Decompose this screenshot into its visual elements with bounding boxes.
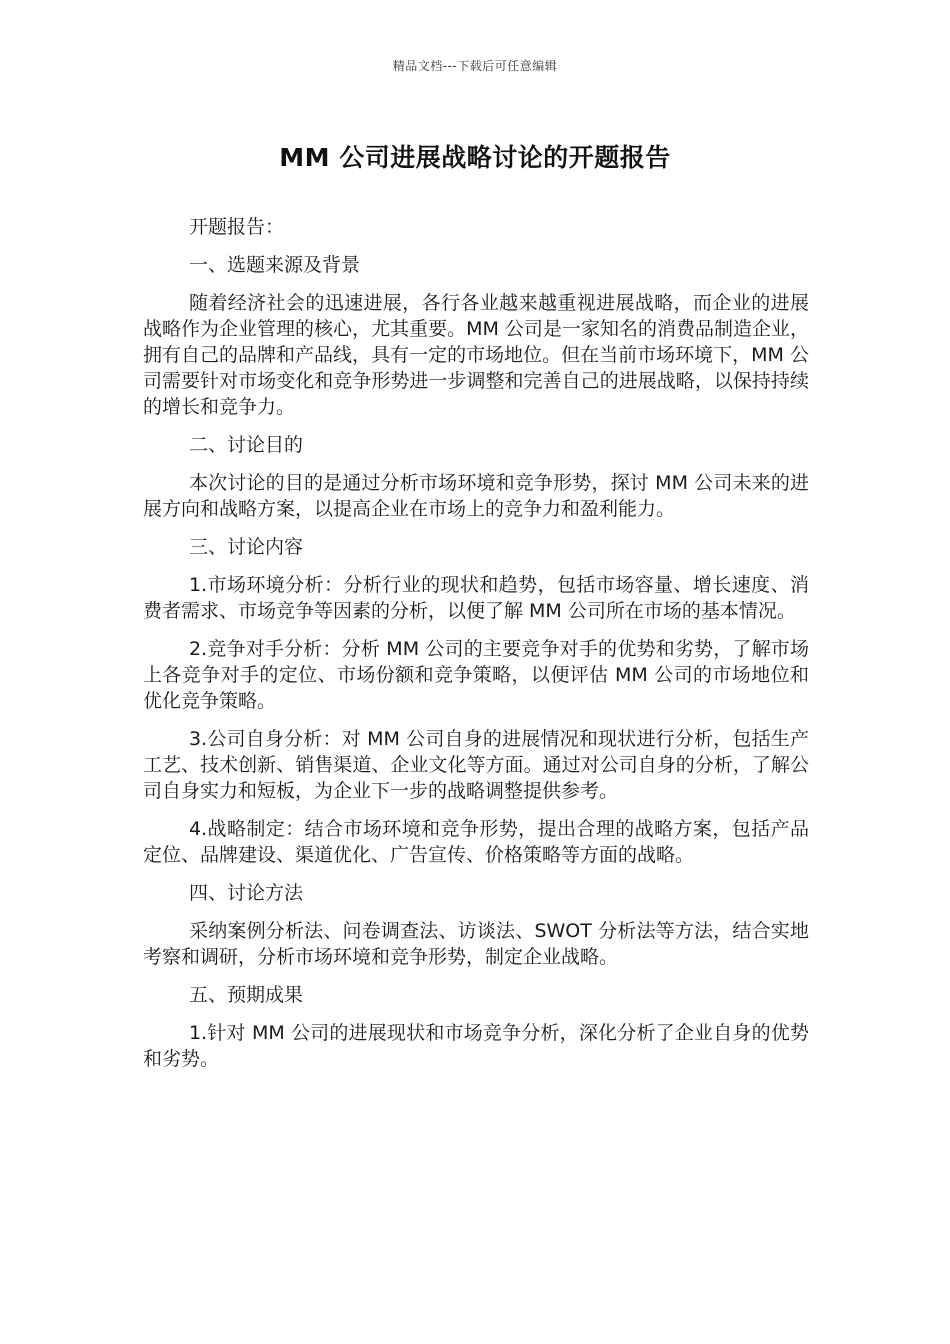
section-heading-background: 一、选题来源及背景 (189, 254, 361, 276)
section-heading-results: 五、预期成果 (189, 984, 304, 1006)
paragraph-background: 随着经济社会的迅速进展，各行各业越来越重视进展战略，而企业的进展战略作为企业管理的核心，尤其重要。MM 公司是一家知名的消费品制造企业，拥有自己的品牌和产品线，具有一定的市场地位。但在当前市场环境下，MM 公司需要针对市场变化和竞争形势进一步调整和完善自己的进展战略，以保持持续的增长和竞争力。 (143, 292, 809, 418)
section-heading-content: 三、讨论内容 (189, 536, 304, 558)
document-title: MM 公司进展战略讨论的开题报告 (279, 143, 671, 172)
paragraph-strategy: 4.战略制定：结合市场环境和竞争形势，提出合理的战略方案，包括产品定位、品牌建设、渠道优化、广告宣传、价格策略等方面的战略。 (143, 818, 809, 866)
paragraph-results: 1.针对 MM 公司的进展现状和市场竞争分析，深化分析了企业自身的优势和劣势。 (143, 1022, 809, 1070)
paragraph-purpose: 本次讨论的目的是通过分析市场环境和竞争形势，探讨 MM 公司未来的进展方向和战略方案，以提高企业在市场上的竞争力和盈利能力。 (143, 472, 809, 520)
section-heading-purpose: 二、讨论目的 (189, 434, 304, 456)
paragraph-competitor-analysis: 2.竞争对手分析：分析 MM 公司的主要竞争对手的优势和劣势，了解市场上各竞争对手的定位、市场份额和竞争策略，以便评估 MM 公司的市场地位和优化竞争策略。 (143, 638, 809, 712)
paragraph-market-analysis: 1.市场环境分析：分析行业的现状和趋势，包括市场容量、增长速度、消费者需求、市场竞争等因素的分析，以便了解 MM 公司所在市场的基本情况。 (143, 574, 809, 622)
section-heading-methods: 四、讨论方法 (189, 882, 304, 904)
document-body (143, 214, 809, 1084)
report-label: 开题报告： (189, 216, 285, 238)
paragraph-self-analysis: 3.公司自身分析：对 MM 公司自身的进展情况和现状进行分析，包括生产工艺、技术创新、销售渠道、企业文化等方面。通过对公司自身的分析，了解公司自身实力和短板，为企业下一步的战略调整提供参考。 (143, 728, 809, 802)
paragraph-methods: 采纳案例分析法、问卷调查法、访谈法、SWOT 分析法等方法，结合实地考察和调研，分析市场环境和竞争形势，制定企业战略。 (143, 920, 809, 968)
header-note: 精品文档---下载后可任意编辑 (392, 59, 558, 73)
